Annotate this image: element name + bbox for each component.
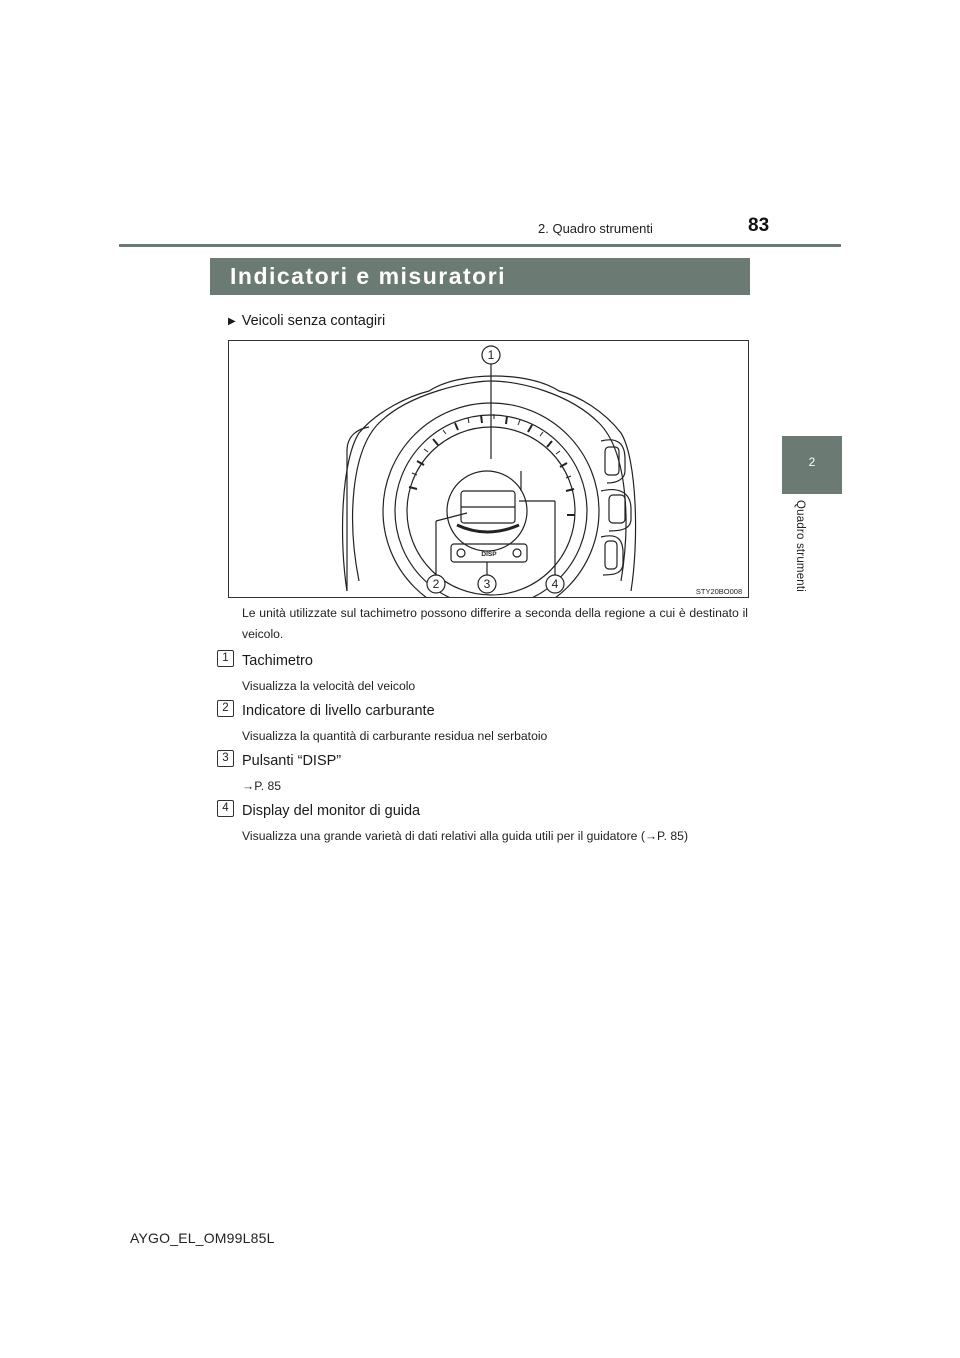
chapter-tab-number: 2	[808, 455, 816, 469]
item-title-speedometer: Tachimetro	[242, 653, 313, 669]
triangle-right-icon: ▶	[228, 316, 236, 327]
disp-button-label: DISP	[481, 551, 497, 558]
item-title-disp-buttons: Pulsanti “DISP”	[242, 753, 342, 769]
callout-4-label: 4	[551, 577, 559, 591]
section-header: 2. Quadro strumenti	[538, 221, 653, 236]
callout-2-label: 2	[432, 577, 440, 591]
item-desc-fuel-gauge: Visualizza la quantità di carburante residua nel serbatoio	[242, 729, 548, 743]
item-number-1: 1	[217, 650, 234, 667]
item-desc-disp-buttons: →P. 85	[242, 779, 282, 793]
item-desc-speedometer: Visualizza la velocità del veicolo	[242, 679, 416, 693]
figure-code: STY20BO008	[695, 587, 743, 596]
subsection-text: Veicoli senza contagiri	[241, 313, 386, 329]
item-title-fuel-gauge: Indicatore di livello carburante	[242, 703, 435, 719]
item-desc-monitor-display: Visualizza una grande varietà di dati relativi alla guida utili per il guidatore (→P. 85)	[242, 829, 689, 843]
callout-1-label: 1	[487, 348, 495, 362]
section-title-bar	[210, 258, 750, 295]
instrument-cluster-figure	[228, 340, 749, 598]
item-number-2: 2	[217, 700, 234, 717]
header-rule	[119, 244, 841, 247]
item-number-4: 4	[217, 800, 234, 817]
item-title-monitor-display: Display del monitor di guida	[242, 803, 421, 819]
chapter-side-label: Quadro strumenti	[794, 500, 806, 593]
subsection-heading	[228, 313, 385, 329]
page-number: 83	[748, 215, 770, 236]
item-number-3: 3	[217, 750, 234, 767]
footer-document-code: AYGO_EL_OM99L85L	[130, 1230, 275, 1246]
section-title: Indicatori e misuratori	[230, 263, 507, 289]
instrument-cluster-illustration	[229, 341, 748, 597]
callout-3-label: 3	[483, 577, 491, 591]
units-note: Le unità utilizzate sul tachimetro possono differire a seconda della regione a cui è destinato il veicolo.	[242, 606, 748, 641]
